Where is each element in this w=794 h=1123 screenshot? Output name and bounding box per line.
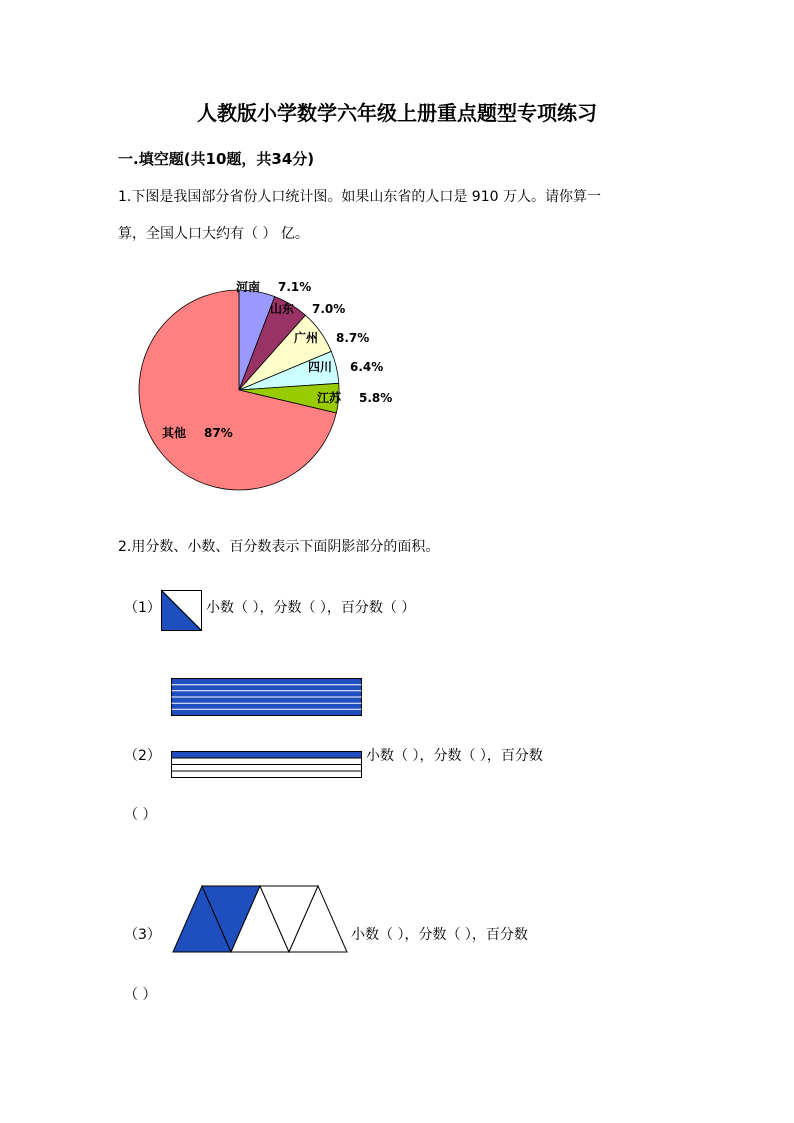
- part-2-blanks: 小数（ ），分数（ ），百分数: [366, 748, 543, 764]
- question-2-intro: 2.用分数、小数、百分数表示下面阴影部分的面积。: [118, 539, 440, 555]
- pie-label-value-4: 5.8%: [359, 391, 393, 405]
- pie-label-name-1: 山东: [270, 302, 295, 316]
- pie-label-name-3: 四川: [308, 360, 333, 374]
- part-3-blanks: 小数（ ），分数（ ），百分数: [351, 927, 528, 943]
- pie-label-value-5: 87%: [204, 426, 233, 440]
- question-1-line-2: 算，全国人口大约有（ ） 亿。: [118, 226, 309, 242]
- pie-label-name-4: 江苏: [317, 391, 342, 405]
- pie-label-value-0: 7.1%: [278, 280, 312, 294]
- pie-label-name-2: 广州: [294, 331, 319, 345]
- pie-label-value-1: 7.0%: [312, 302, 346, 316]
- part-2-number: （2）: [124, 748, 161, 764]
- pie-slices: [139, 290, 339, 490]
- triangle-strip-figure: [172, 885, 348, 955]
- pie-label-name-5: 其他: [162, 426, 187, 440]
- part-3-tail: （ ）: [124, 987, 157, 1003]
- pie-label-value-3: 6.4%: [350, 360, 384, 374]
- part-1-number: （1）: [124, 600, 161, 616]
- question-1-line-1: 1.下图是我国部分省份人口统计图。如果山东省的人口是 910 万人。请你算一: [118, 189, 601, 205]
- full-stripe-figure: [171, 678, 363, 718]
- section-header: 一.填空题(共10题，共34分): [118, 150, 315, 168]
- part-2-tail: （ ）: [124, 807, 157, 823]
- page-title: 人教版小学数学六年级上册重点题型专项练习: [197, 101, 597, 125]
- part-1-blanks: 小数（ ），分数（ ），百分数（ ）: [206, 600, 416, 616]
- pie-label-name-0: 河南: [236, 280, 261, 294]
- partial-stripe-figure: [171, 751, 363, 779]
- partial-stripe-shaded: [172, 752, 362, 759]
- square-figure: [161, 590, 203, 632]
- part-3-number: （3）: [124, 927, 161, 943]
- pie-label-value-2: 8.7%: [336, 331, 370, 345]
